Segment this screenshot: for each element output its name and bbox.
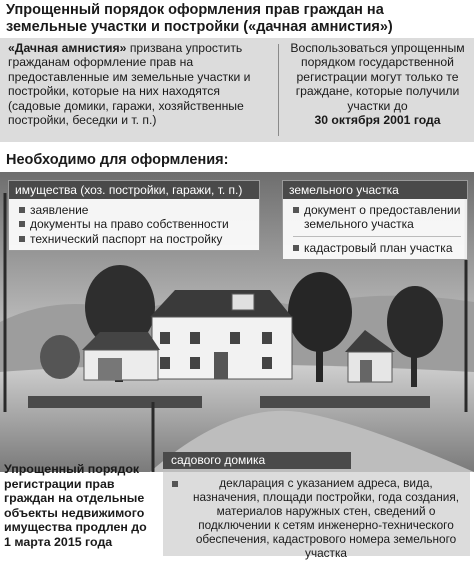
land-panel-header: земельного участка: [283, 181, 467, 199]
cottage-panel: [163, 472, 470, 561]
needed-title: Необходимо для оформления:: [6, 152, 229, 168]
bullet-marker: [172, 481, 178, 487]
list-item: технический паспорт на постройку: [19, 232, 253, 246]
list-item: заявление: [19, 203, 253, 217]
intro-description: призвана упростить гражданам оформление прав на предоставленные им земельные участки и постройки, которые на них находятся (садовые домики, гаражи, хозяйственные постройки, беседки и т. п.): [8, 41, 251, 128]
list-item: документы на право собственности: [19, 217, 253, 231]
property-panel: [8, 180, 260, 251]
land-document-list: [283, 199, 467, 259]
list-item: кадастровый план участка: [293, 236, 461, 255]
eligibility-text: [285, 41, 470, 127]
property-panel-header: имущества (хоз. постройки, гаражи, т. п.): [9, 181, 259, 199]
eligibility-date: 30 октября 2001 года: [314, 113, 441, 128]
extension-note: Упрощенный порядок регистрации прав граждан на отдельные объекты недвижимого имущества продлен до 1 марта 2015 года: [4, 462, 147, 549]
intro-box: [0, 38, 474, 142]
cottage-declaration-text: декларация с указанием адреса, вида, назначения, площади постройки, года создания, материалов наружных стен, сведений о подключении к сетям инженерно-технического обеспечения, кадастрового номера земельного участка: [192, 476, 460, 561]
cottage-panel-header: садового домика: [163, 452, 351, 469]
page-title: Упрощенный порядок оформления прав граждан на земельные участки и постройки («дачная амнистия»): [6, 2, 393, 35]
hedge-right: [260, 396, 430, 408]
eligibility-description: Воспользоваться упрощенным порядком государственной регистрации могут только те граждане, которые получили участки до: [290, 41, 465, 113]
illustration-scene: [0, 172, 474, 472]
hedge-left: [28, 396, 202, 408]
list-item: документ о предоставлении земельного участка: [293, 203, 461, 231]
intro-term: «Дачная амнистия»: [8, 41, 127, 55]
divider: [278, 44, 279, 136]
land-panel: [282, 180, 468, 260]
property-document-list: [9, 199, 259, 250]
intro-text: [8, 41, 270, 127]
